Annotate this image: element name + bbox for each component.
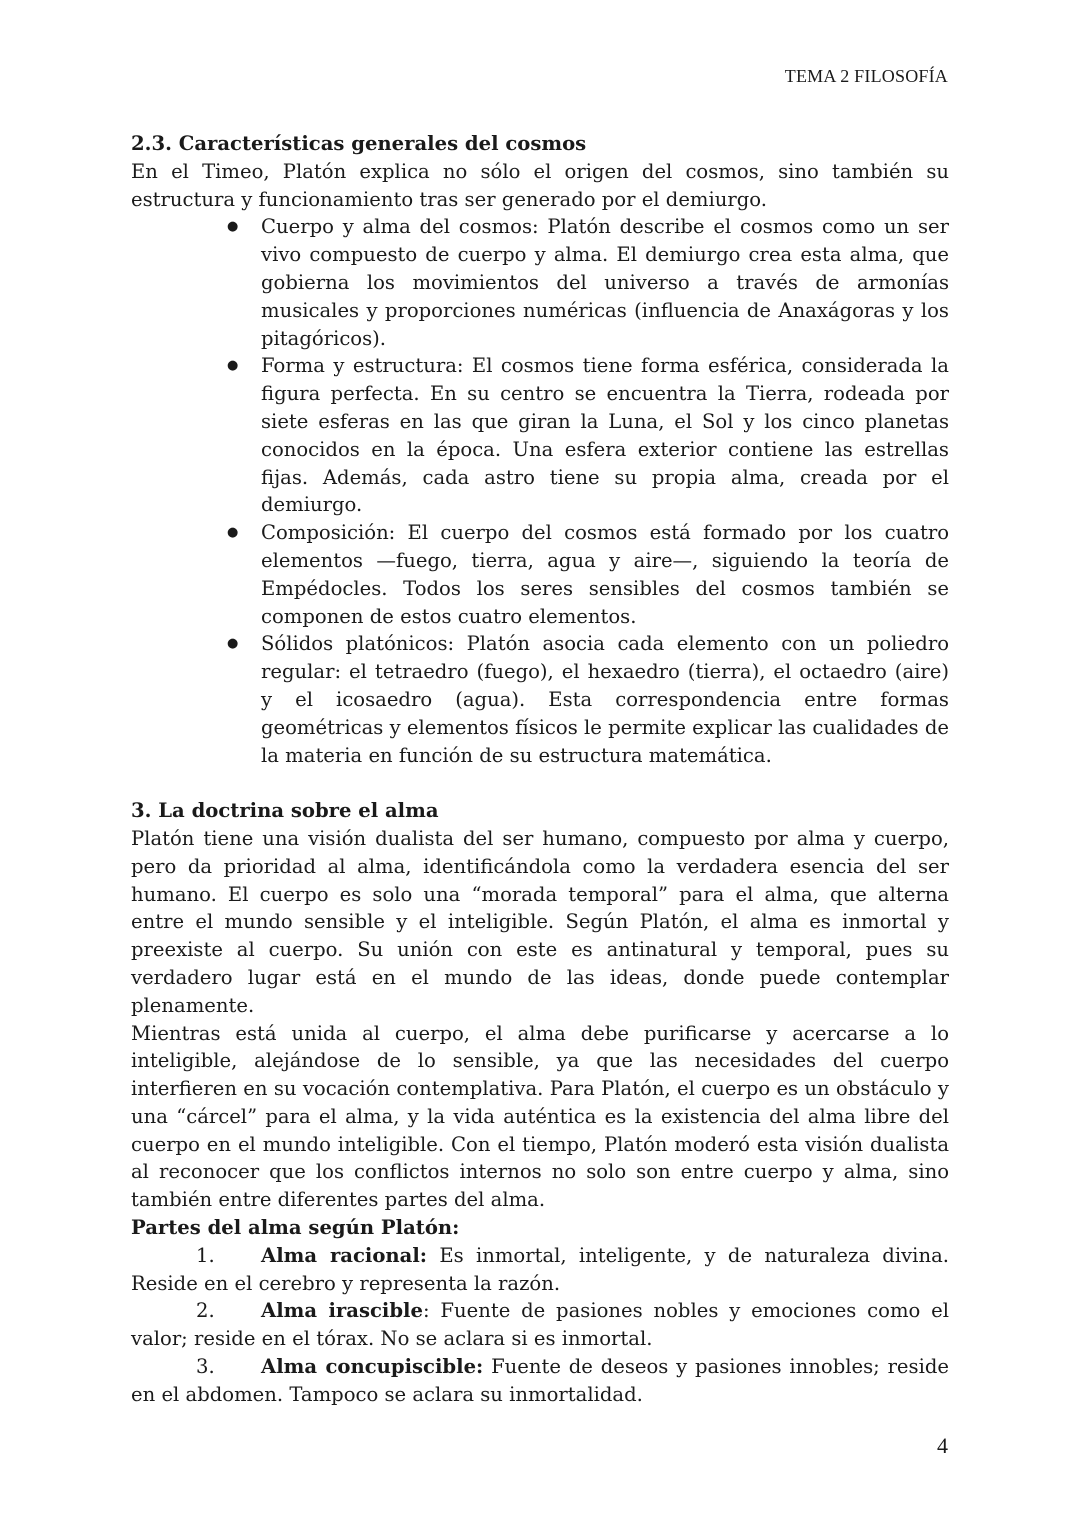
section-heading-cosmos: 2.3. Características generales del cosmos bbox=[131, 132, 587, 155]
page-body bbox=[131, 130, 949, 1409]
list-number: 1. bbox=[196, 1243, 215, 1267]
soul-part-term: Alma concupiscible: bbox=[261, 1355, 484, 1379]
bullet-item: ● Forma y estructura: El cosmos tiene forma esférica, considerada la figura perfecta. En su centro se encuentra la Tierra, rodeada por siete esferas en las que giran la Luna, el Sol y los cinco planetas conocidos en la época. Una esfera exterior contiene las estrellas fijas. Además, cada astro tiene su propia alma, creada por el demiurgo. bbox=[131, 352, 949, 519]
soul-part-text: Fuente de deseos y pasiones innobles; reside en el abdomen. Tampoco se aclara su inmortalidad. bbox=[131, 1355, 949, 1406]
alma-paragraph-1: Platón tiene una visión dualista del ser humano, compuesto por alma y cuerpo, pero da prioridad al alma, identificándola como la verdadera esencia del ser humano. El cuerpo es solo una “morada temporal” para el alma, que alterna entre el mundo sensible y el inteligible. Según Platón, el alma es inmortal y preexiste al cuerpo. Su unión con este es antinatural y temporal, pues su verdadero lugar está en el mundo de las ideas, donde puede contemplar plenamente. bbox=[131, 826, 949, 1017]
soul-part-term: Alma irascible bbox=[261, 1299, 423, 1323]
soul-part-text: Es inmortal, inteligente, y de naturaleza divina. Reside en el cerebro y representa la razón. bbox=[131, 1243, 949, 1295]
list-number: 2. bbox=[196, 1299, 215, 1323]
cosmos-bullet-list bbox=[131, 213, 949, 769]
soul-part-item bbox=[131, 1242, 949, 1298]
soul-parts-heading: Partes del alma según Platón: bbox=[131, 1216, 460, 1240]
alma-paragraph-2: Mientras está unida al cuerpo, el alma debe purificarse y acercarse a lo inteligible, alejándose de lo sensible, ya que las necesidades del cuerpo interfieren en su vocación contemplativa. Para Platón, el cuerpo es un obstáculo y una “cárcel” para el alma, y la vida auténtica es la existencia del alma libre del cuerpo en el mundo inteligible. Con el tiempo, Platón moderó esta visión dualista al reconocer que los conflictos internos no solo son entre cuerpo y alma, sino también entre diferentes partes del alma. bbox=[131, 1021, 949, 1212]
cosmos-intro: En el Timeo, Platón explica no sólo el origen del cosmos, sino también su estructura y funcionamiento tras ser generado por el demiurgo. bbox=[131, 159, 949, 211]
spacer bbox=[131, 769, 949, 797]
page-number: 4 bbox=[937, 1433, 948, 1458]
soul-part-text: : Fuente de pasiones nobles y emociones como el valor; reside en el tórax. No se aclara si es inmortal. bbox=[131, 1299, 949, 1351]
section-heading-alma: 3. La doctrina sobre el alma bbox=[131, 799, 439, 823]
bullet-item: ● Composición: El cuerpo del cosmos está formado por los cuatro elementos —fuego, tierra, agua y aire—, siguiendo la teoría de Empédocles. Todos los seres sensibles del cosmos también se componen de estos cuatro elementos. bbox=[131, 519, 949, 630]
soul-part-item bbox=[131, 1353, 949, 1409]
soul-part-term: Alma racional: bbox=[261, 1243, 428, 1267]
bullet-item: ● Sólidos platónicos: Platón asocia cada elemento con un poliedro regular: el tetraedro (fuego), el hexaedro (tierra), el octaedro (aire) y el icosaedro (agua). Esta correspondencia entre formas geométricas y elementos físicos le permite explicar las cualidades de la materia en función de su estructura matemática. bbox=[131, 630, 949, 769]
bullet-item: ● Cuerpo y alma del cosmos: Platón describe el cosmos como un ser vivo compuesto de cuerpo y alma. El demiurgo crea esta alma, que gobierna los movimientos del universo a través de armonías musicales y proporciones numéricas (influencia de Anaxágoras y los pitagóricos). bbox=[131, 213, 949, 352]
list-number: 3. bbox=[196, 1355, 215, 1379]
running-header: TEMA 2 FILOSOFÍA bbox=[784, 66, 948, 86]
soul-part-item bbox=[131, 1297, 949, 1353]
